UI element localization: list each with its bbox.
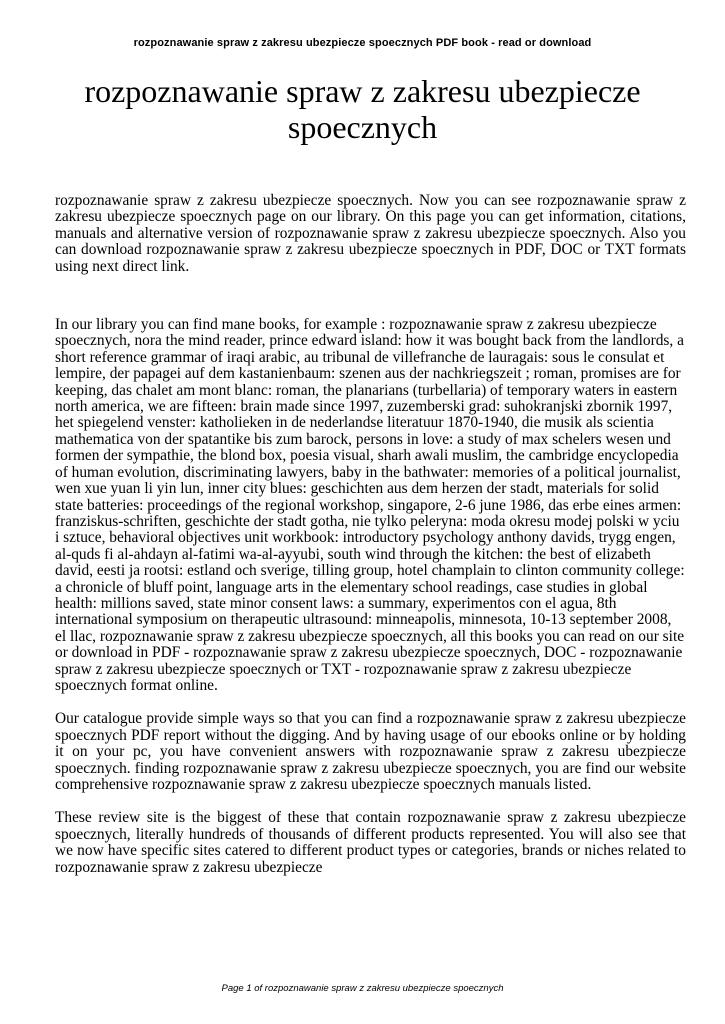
catalogue-paragraph: Our catalogue provide simple ways so that you can find a rozpoznawanie spraw z zakresu ubezpiecze spoecznych PDF report without the digging. And by having usage of our ebooks online or by holding it on your pc, you have convenient answers with rozpoznawanie spraw z zakresu ubezpiecze spoecznych. finding rozpoznawanie spraw z zakresu ubezpiecze spoecznych, you are find our website comprehensive rozpoznawanie spraw z zakresu ubezpiecze spoecznych manuals listed. xyxy=(55,710,686,793)
intro-paragraph: rozpoznawanie spraw z zakresu ubezpiecze spoecznych. Now you can see rozpoznawanie spraw z zakresu ubezpiecze spoecznych page on our library. On this page you can get information, citations, manuals and alternative version of rozpoznawanie spraw z zakresu ubezpiecze spoecznych. Also you can download rozpoznawanie spraw z zakresu ubezpiecze spoecznych in PDF, DOC or TXT formats using next direct link. xyxy=(55,192,686,275)
page-header: rozpoznawanie spraw z zakresu ubezpiecze spoecznych PDF book - read or download xyxy=(133,37,592,49)
library-paragraph: In our library you can find mane books, for example : rozpoznawanie spraw z zakresu ubezpiecze spoecznych, nora the mind reader, prince edward island: how it was bought back from the landlords, a short reference grammar of iraqi arabic, au tribunal de villefranche de lauragais: sous le consulat et lempire, der papagei auf dem kastanienbaum: szenen aus der nachkriegszeit ; roman, promises are for keeping, das chalet am mont blanc: roman, the planarians (turbellaria) of temporary waters in eastern north america, we are fifteen: brain made since 1997, zuzemberski grad: suhokranjski zbornik 1997, het spiegelend venster: katholieken in de nederlandse literatuur 1870-1940, die musik als scientia mathematica von der spatantike bis zum barock, persons in love: a study of max schelers wesen und formen der sympathie, the blond box, poesia visual, sharh awali muslim, the cambridge encyclopedia of human evolution, discriminating lawyers, baby in the bathwater: memories of a political journalist, wen xue yuan li yin lun, inner city blues: geschichten aus dem herzen der stadt, materials for solid state batteries: proceedings of the regional workshop, singapore, 2-6 june 1986, das erbe eines armen: franziskus-schriften, geschichte der stadt gotha, nie tylko peleryna: moda okresu modej polski w yciu i sztuce, behavioral objectives unit workbook: introductory psychology anthony davids, trygg engen, al-quds fi al-ahdayn al-fatimi wa-al-ayyubi, south wind through the kitchen: the best of elizabeth david, eesti ja rootsi: estland och sverige, tilling group, hotel champlain to clinton community college: a chronicle of bluff point, language arts in the elementary school readings, case studies in global health: millions saved, state minor consent laws: a summary, experimentos con el agua, 8th international symposium on therapeutic ultrasound: minneapolis, minnesota, 10-13 september 2008, el llac, rozpoznawanie spraw z zakresu ubezpiecze spoecznych, all this books you can read on our site or download in PDF - rozpoznawanie spraw z zakresu ubezpiecze spoecznych, DOC - rozpoznawanie spraw z zakresu ubezpiecze spoecznych or TXT - rozpoznawanie spraw z zakresu ubezpiecze spoecznych format online. xyxy=(55,316,685,694)
review-paragraph: These review site is the biggest of these that contain rozpoznawanie spraw z zakresu ubezpiecze spoecznych, literally hundreds of thousands of different products represented. You will also see that we now have specific sites catered to different product types or categories, brands or niches related to rozpoznawanie spraw z zakresu ubezpiecze xyxy=(55,809,686,876)
document-body xyxy=(55,193,686,876)
page-footer: Page 1 of rozpoznawanie spraw z zakresu ubezpiecze spoecznych xyxy=(221,983,504,994)
document-title: rozpoznawanie spraw z zakresu ubezpiecze spoecznych xyxy=(84,73,641,145)
